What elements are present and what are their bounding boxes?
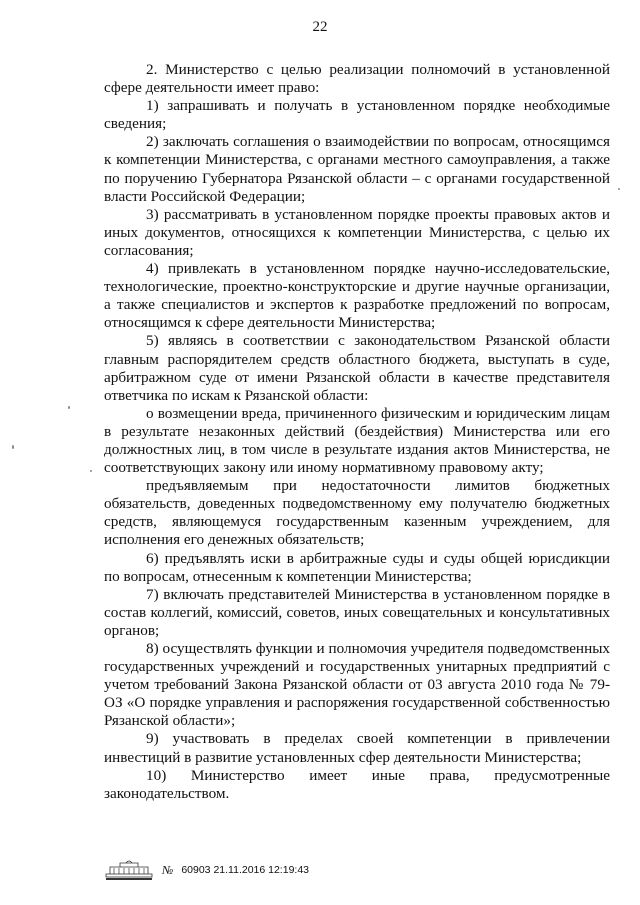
paragraph-item-8: 8) осуществлять функции и полномочия учредителя подведомственных государственных учреждений и государственных унитарных предприятий с учетом требований Закона Рязанской области от 03 августа 2010 года № 79-ОЗ «О порядке управления и распоряжения государственной собственностью Рязанской области»; — [104, 640, 610, 730]
page-number: 22 — [312, 19, 328, 35]
registration-stamp-text: 60903 21.11.2016 12:19:43 — [181, 864, 310, 876]
number-sign: № — [162, 862, 174, 877]
paragraph-item-6: 6) предъявлять иски в арбитражные суды и суды общей юрисдикции по вопросам, отнесенным к компетенции Министерства; — [104, 549, 610, 585]
paragraph-item-9: 9) участвовать в пределах своей компетенции в привлечении инвестиций в развитие установленных сфер деятельности Министерства; — [104, 730, 610, 766]
scan-speck — [12, 445, 14, 449]
scan-speck — [90, 470, 92, 472]
paragraph-item-5-sub-2: предъявляемым при недостаточности лимитов бюджетных обязательств, доведенных подведомственному ему получателю бюджетных средств, являющемуся государственным казенным учреждением, для исполнения его денежных обязательств; — [104, 477, 610, 549]
paragraph-intro: 2. Министерство с целью реализации полномочий в установленной сфере деятельности имеет право: — [104, 61, 610, 97]
paragraph-item-5-sub-1: о возмещении вреда, причиненного физическим и юридическим лицам в результате незаконных действий (бездействия) Министерства или его должностных лиц, в том числе в результате издания актов Министерства, не соответствующих закону или иному нормативному правовому акту; — [104, 404, 610, 477]
paragraph-item-7: 7) включать представителей Министерства в установленном порядке в состав коллегий, комиссий, советов, иных совещательных и консультативных органов; — [104, 585, 610, 639]
paragraph-item-2: 2) заключать соглашения о взаимодействии по вопросам, относящимся к компетенции Министерства, с органами местного самоуправления, а также по поручению Губернатора Рязанской области – с органами государственной власти Российской Федерации; — [104, 133, 610, 205]
paragraph-item-5: 5) являясь в соответствии с законодательством Рязанской области главным распорядителем средств областного бюджета, выступать в суде, арбитражном суде от имени Рязанской области в качестве представителя ответчика по искам к Рязанской области: — [104, 332, 610, 404]
document-body — [104, 61, 610, 803]
scan-speck — [618, 188, 620, 190]
paragraph-item-3: 3) рассматривать в установленном порядке проекты правовых актов и иных документов, относящихся к компетенции Министерства, с целью их согласования; — [104, 205, 610, 259]
registration-footer — [104, 858, 309, 882]
scan-speck — [68, 406, 70, 409]
building-stamp-icon — [104, 858, 154, 882]
paragraph-item-1: 1) запрашивать и получать в установленном порядке необходимые сведения; — [104, 97, 610, 133]
paragraph-item-10: 10) Министерство имеет иные права, предусмотренные законодательством. — [104, 766, 610, 802]
paragraph-item-4: 4) привлекать в установленном порядке научно-исследовательские, технологические, проектно-конструкторские и другие научные организации, а также специалистов и экспертов к разработке предложений по вопросам, относящимся к сфере деятельности Министерства; — [104, 260, 610, 332]
